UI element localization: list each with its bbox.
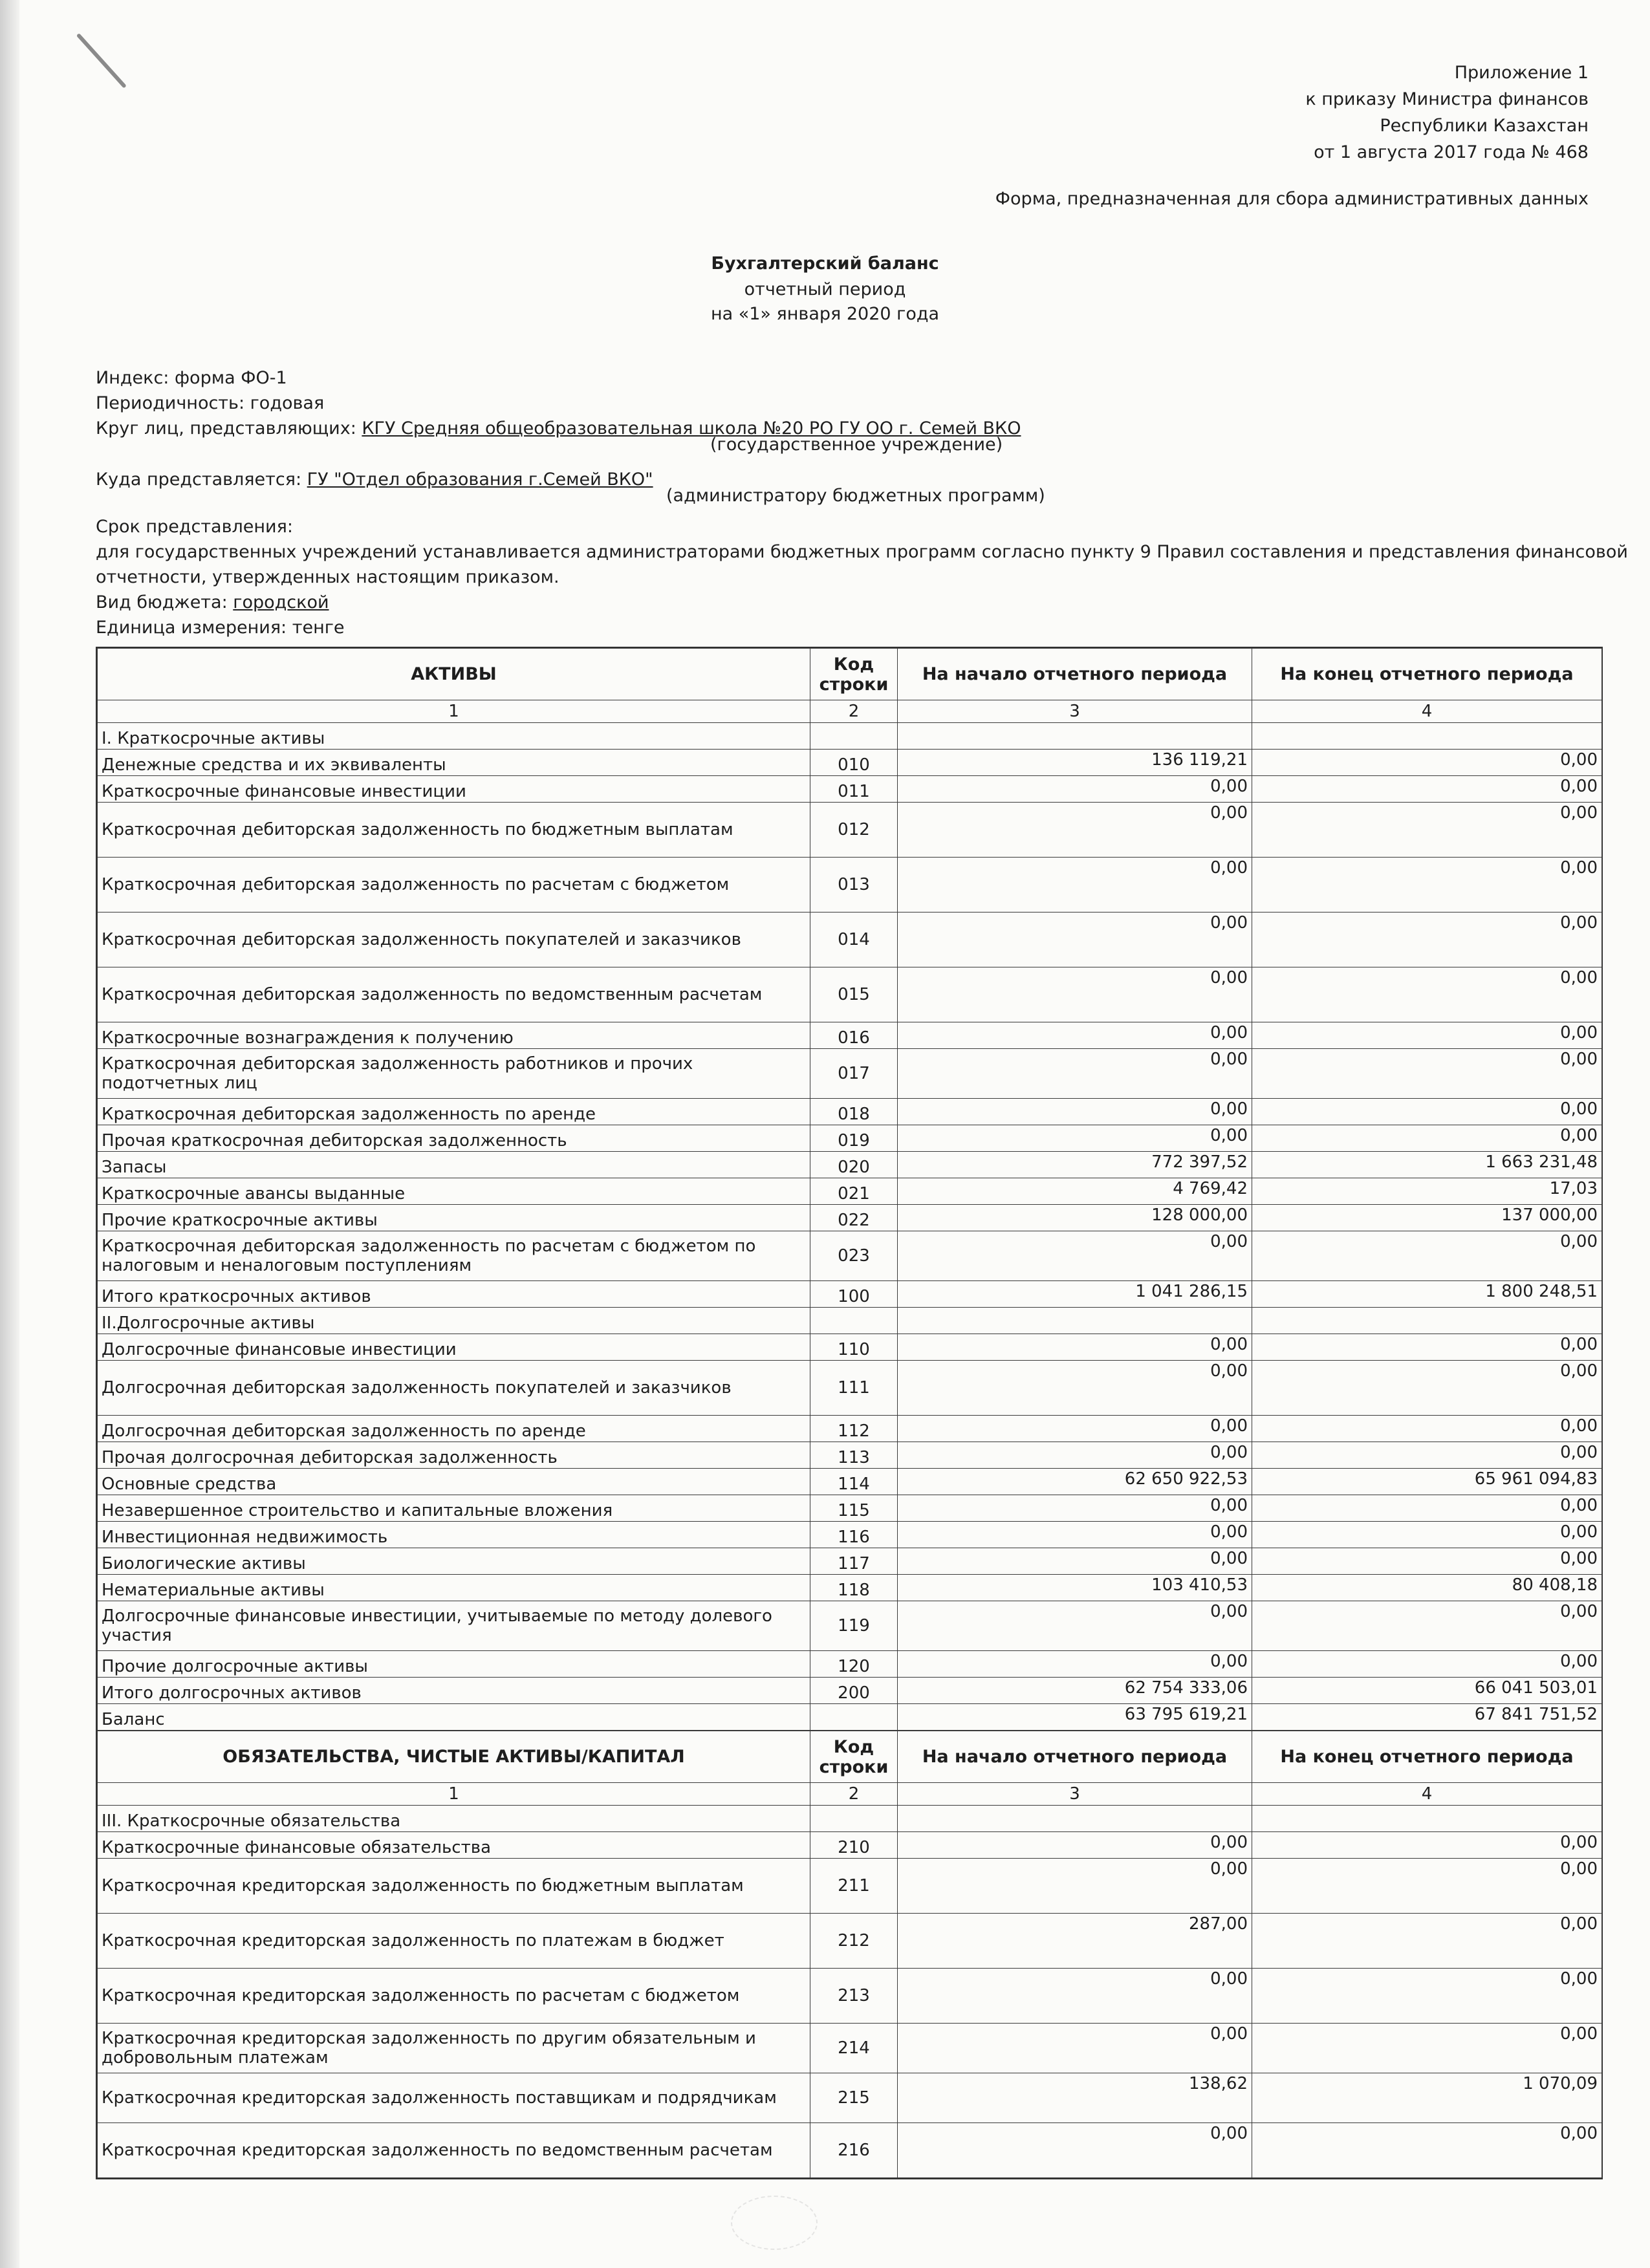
row-start-value: 0,00: [898, 1125, 1252, 1152]
row-end-value: 1 800 248,51: [1252, 1281, 1602, 1308]
assets-colnum-3: 3: [898, 700, 1252, 723]
row-name: Краткосрочная дебиторская задолженность работников и прочих подотчетных лиц: [98, 1049, 810, 1099]
row-end-value: 0,00: [1252, 967, 1602, 1022]
row-name: I. Краткосрочные активы: [98, 723, 810, 750]
row-code: 214: [810, 2024, 898, 2073]
row-start-value: 0,00: [898, 1099, 1252, 1125]
row-name: Краткосрочные финансовые инвестиции: [98, 776, 810, 803]
liabilities-header-name: ОБЯЗАТЕЛЬСТВА, ЧИСТЫЕ АКТИВЫ/КАПИТАЛ: [98, 1731, 810, 1783]
row-code: 200: [810, 1678, 898, 1704]
row-start-value: 4 769,42: [898, 1178, 1252, 1205]
row-end-value: 0,00: [1252, 1522, 1602, 1548]
table-row: [98, 776, 1602, 803]
assets-colnum-4: 4: [1252, 700, 1602, 723]
row-code: 213: [810, 1969, 898, 2024]
row-end-value: 0,00: [1252, 913, 1602, 967]
row-code: 020: [810, 1152, 898, 1178]
assets-header-end: На конец отчетного периода: [1252, 649, 1602, 700]
row-code: [810, 723, 898, 750]
row-end-value: 0,00: [1252, 1442, 1602, 1469]
row-code: 012: [810, 803, 898, 858]
document-date: на «1» января 2020 года: [710, 304, 940, 324]
row-end-value: [1252, 723, 1602, 750]
row-start-value: 0,00: [898, 1651, 1252, 1678]
row-start-value: 0,00: [898, 1832, 1252, 1859]
assets-colnum-row: [98, 700, 1602, 723]
row-code: 113: [810, 1442, 898, 1469]
row-start-value: 62 650 922,53: [898, 1469, 1252, 1495]
row-code: [810, 1308, 898, 1334]
assets-header-name: АКТИВЫ: [98, 649, 810, 700]
row-name: II.Долгосрочные активы: [98, 1308, 810, 1334]
row-name: Долгосрочная дебиторская задолженность покупателей и заказчиков: [98, 1361, 810, 1416]
row-start-value: 0,00: [898, 1022, 1252, 1049]
table-row: [98, 1334, 1602, 1361]
table-row: [98, 1205, 1602, 1231]
row-start-value: 0,00: [898, 1416, 1252, 1442]
row-code: 114: [810, 1469, 898, 1495]
row-code: 119: [810, 1601, 898, 1651]
row-name: III. Краткосрочные обязательства: [98, 1806, 810, 1832]
row-code: 211: [810, 1859, 898, 1914]
row-start-value: 136 119,21: [898, 750, 1252, 776]
table-row: [98, 750, 1602, 776]
table-row: [98, 858, 1602, 913]
row-code: 110: [810, 1334, 898, 1361]
row-name: Прочая краткосрочная дебиторская задолженность: [98, 1125, 810, 1152]
row-end-value: 0,00: [1252, 1548, 1602, 1575]
liabilities-header-code: Код строки: [810, 1731, 898, 1783]
table-row: [98, 1231, 1602, 1281]
table-row: [98, 1469, 1602, 1495]
meta-budget: [96, 590, 329, 616]
row-code: 022: [810, 1205, 898, 1231]
table-row: [98, 1832, 1602, 1859]
row-name: Краткосрочная дебиторская задолженность по расчетам с бюджетом по налоговым и неналоговым поступлениям: [98, 1231, 810, 1281]
row-name: Краткосрочная кредиторская задолженность по расчетам с бюджетом: [98, 1969, 810, 2024]
row-start-value: 0,00: [898, 1495, 1252, 1522]
row-code: 016: [810, 1022, 898, 1049]
row-start-value: 138,62: [898, 2073, 1252, 2123]
liabilities-colnum-1: 1: [98, 1783, 810, 1806]
assets-header-start: На начало отчетного периода: [898, 649, 1252, 700]
row-name: Прочая долгосрочная дебиторская задолженность: [98, 1442, 810, 1469]
row-start-value: 0,00: [898, 1361, 1252, 1416]
row-start-value: 0,00: [898, 1442, 1252, 1469]
row-end-value: 0,00: [1252, 803, 1602, 858]
row-code: 010: [810, 750, 898, 776]
staple-mark: [76, 33, 127, 89]
row-start-value: 0,00: [898, 1548, 1252, 1575]
liabilities-colnum-2: 2: [810, 1783, 898, 1806]
table-row: [98, 803, 1602, 858]
assets-colnum-2: 2: [810, 700, 898, 723]
row-name: Краткосрочная кредиторская задолженность по ведомственным расчетам: [98, 2123, 810, 2178]
table-row: [98, 2073, 1602, 2123]
meta-circle-note: (государственное учреждение): [710, 435, 1003, 455]
meta-circle-label: Круг лиц, представляющих:: [96, 418, 362, 438]
row-code: 014: [810, 913, 898, 967]
row-end-value: 0,00: [1252, 1416, 1602, 1442]
row-name: Краткосрочные авансы выданные: [98, 1178, 810, 1205]
row-end-value: 0,00: [1252, 1049, 1602, 1099]
meta-periodicity: Периодичность: годовая: [96, 393, 325, 413]
liabilities-table: [97, 1731, 1602, 2178]
row-end-value: 65 961 094,83: [1252, 1469, 1602, 1495]
table-row: [98, 1281, 1602, 1308]
appendix-line-1: Приложение 1: [1454, 63, 1589, 83]
row-start-value: 0,00: [898, 2123, 1252, 2178]
table-row: [98, 1806, 1602, 1832]
appendix-line-2: к приказу Министра финансов: [1305, 89, 1589, 109]
table-row: [98, 723, 1602, 750]
row-start-value: 62 754 333,06: [898, 1678, 1252, 1704]
row-code: 013: [810, 858, 898, 913]
row-code: 015: [810, 967, 898, 1022]
row-start-value: [898, 1806, 1252, 1832]
row-name: Краткосрочная кредиторская задолженность по бюджетным выплатам: [98, 1859, 810, 1914]
row-name: Краткосрочная кредиторская задолженность по другим обязательным и добровольным платежам: [98, 2024, 810, 2073]
assets-colnum-1: 1: [98, 700, 810, 723]
row-name: Незавершенное строительство и капитальные вложения: [98, 1495, 810, 1522]
row-code: 212: [810, 1914, 898, 1969]
row-start-value: 0,00: [898, 1334, 1252, 1361]
table-row: [98, 1678, 1602, 1704]
row-name: Долгосрочные финансовые инвестиции, учитываемые по методу долевого участия: [98, 1601, 810, 1651]
row-name: Основные средства: [98, 1469, 810, 1495]
row-start-value: [898, 723, 1252, 750]
assets-header-code: Код строки: [810, 649, 898, 700]
assets-header-row: [98, 649, 1602, 700]
meta-dest-label: Куда представляется:: [96, 470, 307, 490]
row-name: Краткосрочная дебиторская задолженность покупателей и заказчиков: [98, 913, 810, 967]
table-row: [98, 1416, 1602, 1442]
table-row: [98, 1969, 1602, 2024]
table-row: [98, 1308, 1602, 1334]
row-start-value: 0,00: [898, 776, 1252, 803]
row-start-value: 0,00: [898, 967, 1252, 1022]
table-row: [98, 2123, 1602, 2178]
meta-deadline-text-2: отчетности, утвержденных настоящим приказом.: [96, 567, 559, 587]
balance-sheet-table: [96, 647, 1603, 2179]
row-end-value: 66 041 503,01: [1252, 1678, 1602, 1704]
row-code: 100: [810, 1281, 898, 1308]
row-start-value: 128 000,00: [898, 1205, 1252, 1231]
row-end-value: 0,00: [1252, 1914, 1602, 1969]
row-name: Краткосрочные вознаграждения к получению: [98, 1022, 810, 1049]
row-end-value: 0,00: [1252, 858, 1602, 913]
row-end-value: [1252, 1806, 1602, 1832]
meta-deadline-text-1: для государственных учреждений устанавливается администраторами бюджетных программ согласно пункту 9 Правил составления и представления финансовой: [96, 542, 1628, 562]
row-name: Инвестиционная недвижимость: [98, 1522, 810, 1548]
table-row: [98, 1152, 1602, 1178]
row-end-value: 0,00: [1252, 2024, 1602, 2073]
row-end-value: 0,00: [1252, 1601, 1602, 1651]
liabilities-colnum-4: 4: [1252, 1783, 1602, 1806]
row-end-value: 0,00: [1252, 750, 1602, 776]
liabilities-colnum-row: [98, 1783, 1602, 1806]
row-code: 112: [810, 1416, 898, 1442]
row-code: 215: [810, 2073, 898, 2123]
row-code: 116: [810, 1522, 898, 1548]
row-start-value: 1 041 286,15: [898, 1281, 1252, 1308]
document-title: Бухгалтерский баланс: [711, 254, 939, 274]
row-end-value: 0,00: [1252, 1495, 1602, 1522]
row-start-value: 0,00: [898, 1231, 1252, 1281]
row-code: 120: [810, 1651, 898, 1678]
meta-index: Индекс: форма ФО-1: [96, 368, 287, 388]
row-name: Долгосрочная дебиторская задолженность по аренде: [98, 1416, 810, 1442]
liabilities-header-end: На конец отчетного периода: [1252, 1731, 1602, 1783]
table-row: [98, 1495, 1602, 1522]
meta-unit: Единица измерения: тенге: [96, 618, 345, 638]
row-name: Краткосрочная дебиторская задолженность по бюджетным выплатам: [98, 803, 810, 858]
row-end-value: 0,00: [1252, 1361, 1602, 1416]
row-code: 210: [810, 1832, 898, 1859]
row-start-value: 63 795 619,21: [898, 1704, 1252, 1731]
assets-body: [98, 723, 1602, 1731]
row-name: Краткосрочные финансовые обязательства: [98, 1832, 810, 1859]
row-end-value: 0,00: [1252, 1231, 1602, 1281]
meta-dest-value: ГУ "Отдел образования г.Семей ВКО": [307, 470, 653, 490]
row-end-value: 0,00: [1252, 1859, 1602, 1914]
form-note: Форма, предназначенная для сбора административных данных: [995, 189, 1589, 209]
liabilities-header-start: На начало отчетного периода: [898, 1731, 1252, 1783]
row-code: 011: [810, 776, 898, 803]
row-start-value: 772 397,52: [898, 1152, 1252, 1178]
table-row: [98, 1859, 1602, 1914]
faded-stamp: [731, 2196, 818, 2250]
row-start-value: 0,00: [898, 1522, 1252, 1548]
row-end-value: 17,03: [1252, 1178, 1602, 1205]
row-end-value: 1 663 231,48: [1252, 1152, 1602, 1178]
appendix-line-4: от 1 августа 2017 года № 468: [1314, 142, 1589, 162]
row-name: Прочие долгосрочные активы: [98, 1651, 810, 1678]
meta-dest-note: (администратору бюджетных программ): [666, 486, 1045, 506]
row-name: Итого долгосрочных активов: [98, 1678, 810, 1704]
row-name: Краткосрочная дебиторская задолженность по ведомственным расчетам: [98, 967, 810, 1022]
liabilities-header-row: [98, 1731, 1602, 1783]
row-code: 017: [810, 1049, 898, 1099]
table-row: [98, 1022, 1602, 1049]
row-code: 118: [810, 1575, 898, 1601]
table-row: [98, 913, 1602, 967]
meta-budget-label: Вид бюджета:: [96, 592, 233, 612]
row-code: 216: [810, 2123, 898, 2178]
table-row: [98, 967, 1602, 1022]
row-name: Краткосрочная кредиторская задолженность поставщикам и подрядчикам: [98, 2073, 810, 2123]
row-start-value: 0,00: [898, 913, 1252, 967]
appendix-line-3: Республики Казахстан: [1380, 116, 1589, 136]
meta-deadline-label: Срок представления:: [96, 517, 293, 537]
row-end-value: [1252, 1308, 1602, 1334]
row-name: Краткосрочная дебиторская задолженность по аренде: [98, 1099, 810, 1125]
row-code: 117: [810, 1548, 898, 1575]
table-row: [98, 1361, 1602, 1416]
meta-circle-value: КГУ Средняя общеобразовательная школа №20 РО ГУ ОО г. Семей ВКО: [362, 418, 1021, 438]
liabilities-colnum-3: 3: [898, 1783, 1252, 1806]
row-end-value: 0,00: [1252, 1969, 1602, 2024]
document-period: отчетный период: [744, 279, 906, 299]
row-name: Краткосрочная кредиторская задолженность по платежам в бюджет: [98, 1914, 810, 1969]
row-name: Денежные средства и их эквиваленты: [98, 750, 810, 776]
row-name: Прочие краткосрочные активы: [98, 1205, 810, 1231]
row-end-value: 0,00: [1252, 1022, 1602, 1049]
row-end-value: 1 070,09: [1252, 2073, 1602, 2123]
row-end-value: 0,00: [1252, 1099, 1602, 1125]
row-end-value: 0,00: [1252, 1125, 1602, 1152]
scan-shadow: [0, 0, 19, 2268]
row-code: 021: [810, 1178, 898, 1205]
row-name: Долгосрочные финансовые инвестиции: [98, 1334, 810, 1361]
table-row: [98, 1049, 1602, 1099]
row-end-value: 0,00: [1252, 1832, 1602, 1859]
row-end-value: 137 000,00: [1252, 1205, 1602, 1231]
assets-table: [97, 648, 1602, 1731]
row-start-value: 287,00: [898, 1914, 1252, 1969]
row-start-value: 0,00: [898, 1969, 1252, 2024]
row-name: Краткосрочная дебиторская задолженность по расчетам с бюджетом: [98, 858, 810, 913]
table-row: [98, 1575, 1602, 1601]
table-row: [98, 2024, 1602, 2073]
row-end-value: 0,00: [1252, 1651, 1602, 1678]
row-end-value: 0,00: [1252, 1334, 1602, 1361]
row-start-value: 0,00: [898, 2024, 1252, 2073]
table-row: [98, 1601, 1602, 1651]
row-end-value: 0,00: [1252, 2123, 1602, 2178]
table-row: [98, 1099, 1602, 1125]
table-row: [98, 1651, 1602, 1678]
row-code: 023: [810, 1231, 898, 1281]
row-code: [810, 1806, 898, 1832]
row-start-value: [898, 1308, 1252, 1334]
row-end-value: 0,00: [1252, 776, 1602, 803]
row-code: [810, 1704, 898, 1731]
row-end-value: 80 408,18: [1252, 1575, 1602, 1601]
row-code: 111: [810, 1361, 898, 1416]
row-start-value: 0,00: [898, 803, 1252, 858]
table-row: [98, 1522, 1602, 1548]
table-row: [98, 1125, 1602, 1152]
row-name: Запасы: [98, 1152, 810, 1178]
row-start-value: 103 410,53: [898, 1575, 1252, 1601]
row-start-value: 0,00: [898, 1859, 1252, 1914]
table-row: [98, 1442, 1602, 1469]
meta-budget-value: городской: [233, 592, 329, 612]
row-name: Биологические активы: [98, 1548, 810, 1575]
row-end-value: 67 841 751,52: [1252, 1704, 1602, 1731]
table-row: [98, 1704, 1602, 1731]
row-start-value: 0,00: [898, 858, 1252, 913]
table-row: [98, 1548, 1602, 1575]
table-row: [98, 1914, 1602, 1969]
row-code: 115: [810, 1495, 898, 1522]
row-code: 019: [810, 1125, 898, 1152]
appendix-header: [1305, 59, 1589, 166]
liabilities-body: [98, 1806, 1602, 2178]
row-start-value: 0,00: [898, 1601, 1252, 1651]
table-row: [98, 1178, 1602, 1205]
row-name: Итого краткосрочных активов: [98, 1281, 810, 1308]
row-name: Баланс: [98, 1704, 810, 1731]
row-name: Нематериальные активы: [98, 1575, 810, 1601]
meta-destination: [96, 467, 653, 493]
row-start-value: 0,00: [898, 1049, 1252, 1099]
row-code: 018: [810, 1099, 898, 1125]
